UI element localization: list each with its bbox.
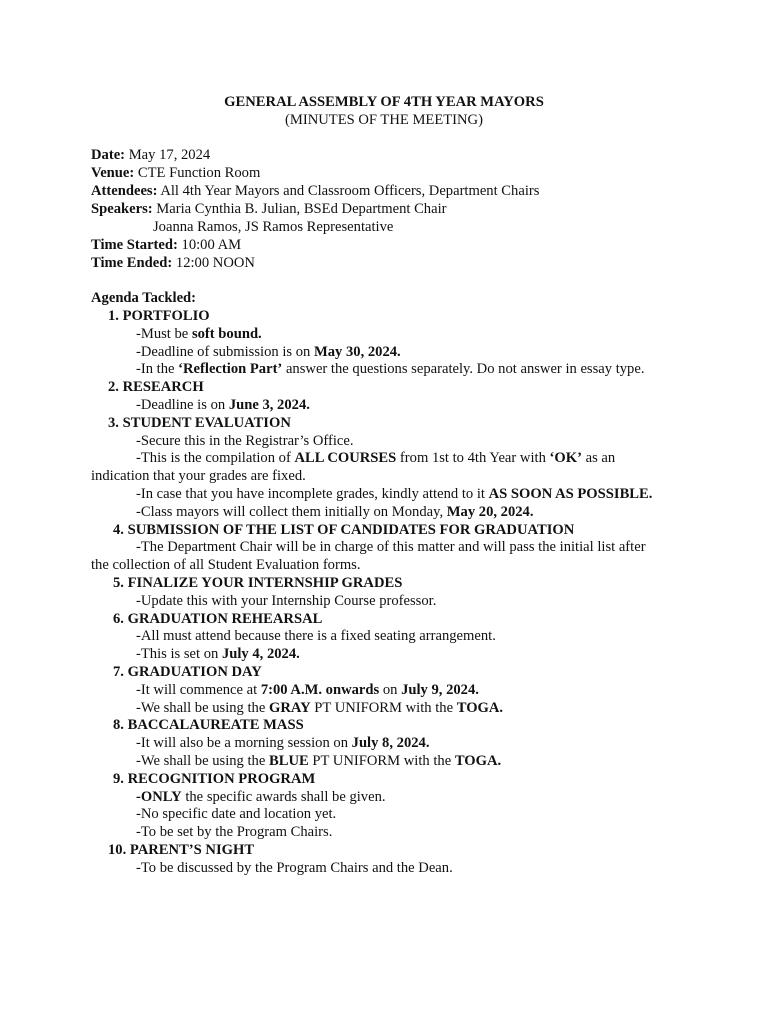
agenda-item-title: 2. RESEARCH [108, 379, 204, 396]
date-row [91, 146, 539, 164]
detail-text: indication that your grades are fixed. [91, 468, 306, 485]
emphasis-text: May 30, 2024. [313, 343, 401, 360]
emphasis-text: May 20, 2024. [446, 503, 534, 520]
emphasis-text: AS SOON AS POSSIBLE. [488, 485, 653, 502]
agenda-item-detail [91, 326, 691, 344]
venue-value: CTE Function Room [137, 165, 261, 181]
agenda-item-detail [91, 450, 691, 468]
speaker-2: Joanna Ramos, JS Ramos Representative [153, 219, 394, 235]
agenda-item [91, 308, 691, 379]
agenda-item-detail [91, 824, 691, 842]
emphasis-text: July 4, 2024. [221, 646, 300, 663]
agenda-item-detail [91, 433, 691, 451]
speakers-label: Speakers: [91, 201, 153, 217]
emphasis-text: GRAY [268, 699, 311, 716]
agenda-item-detail [91, 397, 691, 415]
agenda-item [91, 717, 691, 770]
emphasis-text: ALL COURSES [294, 450, 397, 467]
attendees-value: All 4th Year Mayors and Classroom Officers, Department Chairs [160, 183, 540, 199]
date-label: Date: [91, 147, 126, 163]
venue-row [91, 164, 539, 182]
emphasis-text: June 3, 2024. [228, 396, 310, 413]
agenda-item-detail [91, 468, 691, 486]
detail-text: -This is set on [136, 646, 222, 663]
detail-text: -In the [136, 361, 179, 378]
agenda-item-title: 7. GRADUATION DAY [113, 663, 262, 680]
detail-text: -To be set by the Program Chairs. [136, 824, 333, 841]
agenda-section [91, 289, 691, 878]
emphasis-text: July 8, 2024. [351, 735, 430, 752]
time-started-value: 10:00 AM [181, 237, 242, 253]
detail-text: -Secure this in the Registrar’s Office. [136, 432, 354, 449]
detail-text: -Update this with your Internship Course professor. [136, 592, 437, 609]
time-ended-label: Time Ended: [91, 255, 173, 271]
agenda-item-title: 4. SUBMISSION OF THE LIST OF CANDIDATES FOR GRADUATION [113, 521, 575, 538]
agenda-item-title: 9. RECOGNITION PROGRAM [113, 770, 316, 787]
detail-text: on [379, 681, 402, 698]
agenda-item-detail [91, 789, 691, 807]
detail-text: -We shall be using the [136, 752, 269, 769]
document-title: GENERAL ASSEMBLY OF 4TH YEAR MAYORS [224, 94, 544, 110]
emphasis-text: ‘OK’ [549, 450, 582, 467]
detail-text: -It will also be a morning session on [136, 735, 352, 752]
detail-text: answer the questions separately. Do not answer in essay type. [282, 361, 645, 378]
agenda-item-detail [91, 682, 691, 700]
detail-text: -All must attend because there is a fixed seating arrangement. [136, 628, 496, 645]
agenda-item-detail [91, 486, 691, 504]
date-value: May 17, 2024 [128, 147, 211, 163]
emphasis-text: TOGA. [456, 699, 504, 716]
attendees-row [91, 182, 539, 200]
speakers-row [91, 200, 539, 218]
emphasis-text: -ONLY [136, 788, 182, 805]
detail-text: PT UNIFORM with the [308, 752, 455, 769]
agenda-item [91, 842, 691, 878]
agenda-heading: Agenda Tackled: [91, 290, 197, 306]
time-ended-row [91, 254, 539, 272]
agenda-item-detail [91, 361, 691, 379]
document-subtitle: (MINUTES OF THE MEETING) [285, 112, 483, 128]
detail-text: from 1st to 4th Year with [396, 450, 550, 467]
agenda-item-detail [91, 753, 691, 771]
venue-label: Venue: [91, 165, 135, 181]
speaker-2-row [91, 218, 539, 236]
detail-text: -Deadline of submission is on [136, 343, 314, 360]
attendees-label: Attendees: [91, 183, 158, 199]
agenda-item-detail [91, 735, 691, 753]
agenda-item-detail [91, 344, 691, 362]
agenda-item-title: 6. GRADUATION REHEARSAL [113, 610, 323, 627]
agenda-item-title: 3. STUDENT EVALUATION [108, 414, 291, 431]
agenda-item-detail [91, 504, 691, 522]
agenda-item [91, 664, 691, 717]
agenda-item [91, 611, 691, 664]
speaker-1: Maria Cynthia B. Julian, BSEd Department Chair [156, 201, 447, 217]
agenda-item-title: 8. BACCALAUREATE MASS [113, 717, 304, 734]
agenda-item-detail [91, 593, 691, 611]
detail-text: the collection of all Student Evaluation forms. [91, 557, 361, 574]
detail-text: -We shall be using the [136, 699, 269, 716]
detail-text: -No specific date and location yet. [136, 806, 337, 823]
detail-text: PT UNIFORM with the [310, 699, 457, 716]
detail-text: -The Department Chair will be in charge of this matter and will pass the initial list after [136, 539, 646, 556]
agenda-item [91, 522, 691, 575]
agenda-item-detail [91, 806, 691, 824]
detail-text: as an [581, 450, 616, 467]
detail-text: -This is the compilation of [136, 450, 295, 467]
agenda-item-detail [91, 539, 691, 557]
agenda-item [91, 379, 691, 415]
emphasis-text: July 9, 2024. [401, 681, 479, 698]
emphasis-text: BLUE [268, 752, 309, 769]
detail-text: the specific awards shall be given. [181, 788, 386, 805]
agenda-item-detail [91, 700, 691, 718]
agenda-item [91, 415, 691, 522]
emphasis-text: TOGA. [454, 752, 502, 769]
detail-text: -Deadline is on [136, 396, 229, 413]
emphasis-text: 7:00 A.M. onwards [260, 681, 380, 698]
agenda-item-title: 5. FINALIZE YOUR INTERNSHIP GRADES [113, 574, 403, 591]
agenda-item-detail [91, 646, 691, 664]
detail-text: -Class mayors will collect them initially on Monday, [136, 503, 447, 520]
agenda-item-detail [91, 557, 691, 575]
detail-text: -To be discussed by the Program Chairs and the Dean. [136, 859, 453, 876]
detail-text: -It will commence at [136, 681, 261, 698]
agenda-item-detail [91, 628, 691, 646]
agenda-item [91, 771, 691, 842]
detail-text: -Must be [136, 325, 192, 342]
agenda-item [91, 575, 691, 611]
agenda-list [91, 308, 691, 878]
detail-text: -In case that you have incomplete grades, kindly attend to it [136, 485, 489, 502]
emphasis-text: soft bound. [191, 325, 262, 342]
time-ended-value: 12:00 NOON [175, 255, 255, 271]
agenda-item-title: 10. PARENT’S NIGHT [108, 841, 255, 858]
agenda-item-detail [91, 860, 691, 878]
time-started-row [91, 236, 539, 254]
time-started-label: Time Started: [91, 237, 178, 253]
agenda-item-title: 1. PORTFOLIO [108, 308, 210, 324]
emphasis-text: ‘Reflection Part’ [178, 361, 283, 378]
meeting-details [91, 146, 539, 272]
